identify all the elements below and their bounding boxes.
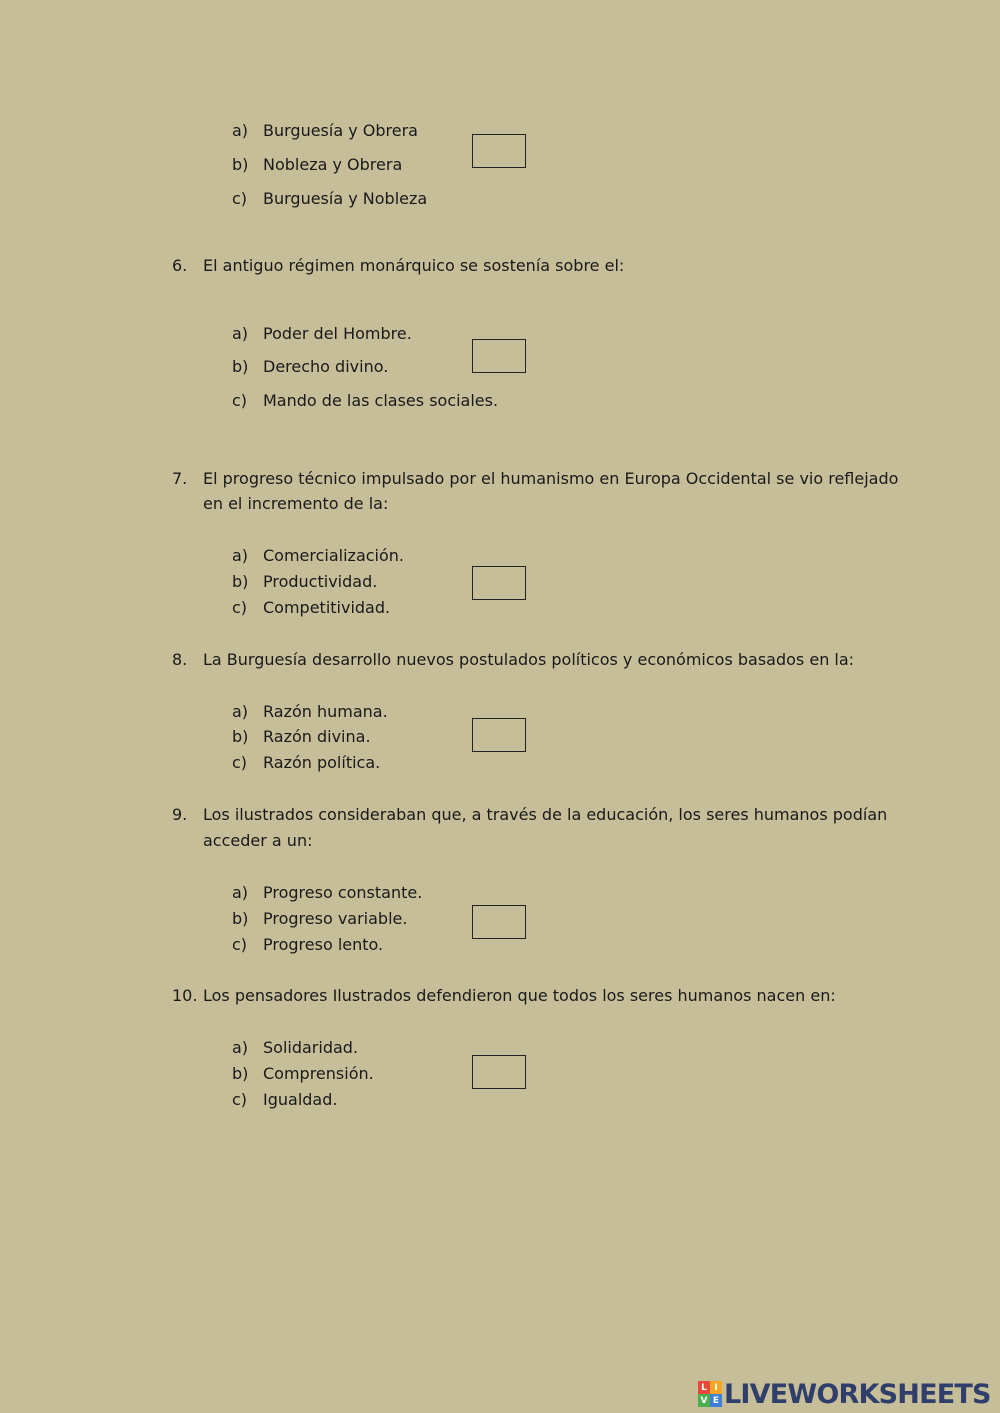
q8-option-a-text: Razón humana.: [263, 702, 388, 721]
q8-option-c-text: Razón política.: [263, 753, 381, 772]
logo-letter-l: L: [698, 1381, 710, 1394]
q10-answer-box[interactable]: [472, 1055, 526, 1089]
q7-option-a-text: Comercialización.: [263, 546, 405, 565]
logo-letter-i: I: [710, 1381, 722, 1394]
q9-option-a-text: Progreso constante.: [263, 883, 423, 902]
q8-option-c-letter: c): [232, 753, 248, 772]
q9-answer-box[interactable]: [472, 905, 526, 939]
q7-question-line1: El progreso técnico impulsado por el humanismo en Europa Occidental se vio reflejado: [203, 469, 899, 488]
q9-question-line1: Los ilustrados consideraban que, a través de la educación, los seres humanos podían: [203, 805, 888, 824]
q7-option-c-letter: c): [232, 598, 248, 617]
q10-option-a-text: Solidaridad.: [263, 1038, 359, 1057]
q5-option-c-letter: c): [232, 189, 248, 208]
q6-number: 6.: [172, 256, 188, 275]
q10-question: Los pensadores Ilustrados defendieron que todos los seres humanos nacen en:: [203, 986, 836, 1005]
q5-option-a-letter: a): [232, 121, 249, 140]
q8-number: 8.: [172, 650, 188, 669]
q10-option-a-letter: a): [232, 1038, 249, 1057]
q7-question-line2: en el incremento de la:: [203, 494, 389, 513]
q6-answer-box[interactable]: [472, 339, 526, 373]
q6-option-c-letter: c): [232, 391, 248, 410]
q10-option-c-text: Igualdad.: [263, 1090, 338, 1109]
q8-option-b-letter: b): [232, 727, 249, 746]
q8-question: La Burguesía desarrollo nuevos postulados políticos y económicos basados en la:: [203, 650, 855, 669]
q6-option-c-text: Mando de las clases sociales.: [263, 391, 499, 410]
q5-option-a-text: Burguesía y Obrera: [263, 121, 418, 140]
q8-answer-box[interactable]: [472, 718, 526, 752]
liveworksheets-logo: [698, 1378, 991, 1410]
logo-letter-e: E: [710, 1394, 722, 1407]
q6-option-a-letter: a): [232, 324, 249, 343]
q7-option-b-text: Productividad.: [263, 572, 378, 591]
q5-answer-box[interactable]: [472, 134, 526, 168]
q9-option-b-text: Progreso variable.: [263, 909, 408, 928]
q8-option-a-letter: a): [232, 702, 249, 721]
live-icon: [698, 1381, 722, 1407]
q10-option-b-letter: b): [232, 1064, 249, 1083]
logo-text: LIVEWORKSHEETS: [724, 1378, 991, 1410]
logo-letter-v: V: [698, 1394, 710, 1407]
q7-option-a-letter: a): [232, 546, 249, 565]
q10-option-c-letter: c): [232, 1090, 248, 1109]
q9-option-a-letter: a): [232, 883, 249, 902]
q8-option-b-text: Razón divina.: [263, 727, 371, 746]
q6-option-b-letter: b): [232, 357, 249, 376]
q7-option-b-letter: b): [232, 572, 249, 591]
q10-number: 10.: [172, 986, 198, 1005]
q7-answer-box[interactable]: [472, 566, 526, 600]
q9-number: 9.: [172, 805, 188, 824]
q5-option-b-letter: b): [232, 155, 249, 174]
q5-option-c-text: Burguesía y Nobleza: [263, 189, 428, 208]
q7-number: 7.: [172, 469, 188, 488]
q9-option-b-letter: b): [232, 909, 249, 928]
q6-option-a-text: Poder del Hombre.: [263, 324, 412, 343]
q9-question-line2: acceder a un:: [203, 831, 313, 850]
q7-option-c-text: Competitividad.: [263, 598, 391, 617]
q5-option-b-text: Nobleza y Obrera: [263, 155, 403, 174]
q6-question: El antiguo régimen monárquico se sostenía sobre el:: [203, 256, 625, 275]
q6-option-b-text: Derecho divino.: [263, 357, 389, 376]
q9-option-c-letter: c): [232, 935, 248, 954]
q10-option-b-text: Comprensión.: [263, 1064, 374, 1083]
q9-option-c-text: Progreso lento.: [263, 935, 384, 954]
